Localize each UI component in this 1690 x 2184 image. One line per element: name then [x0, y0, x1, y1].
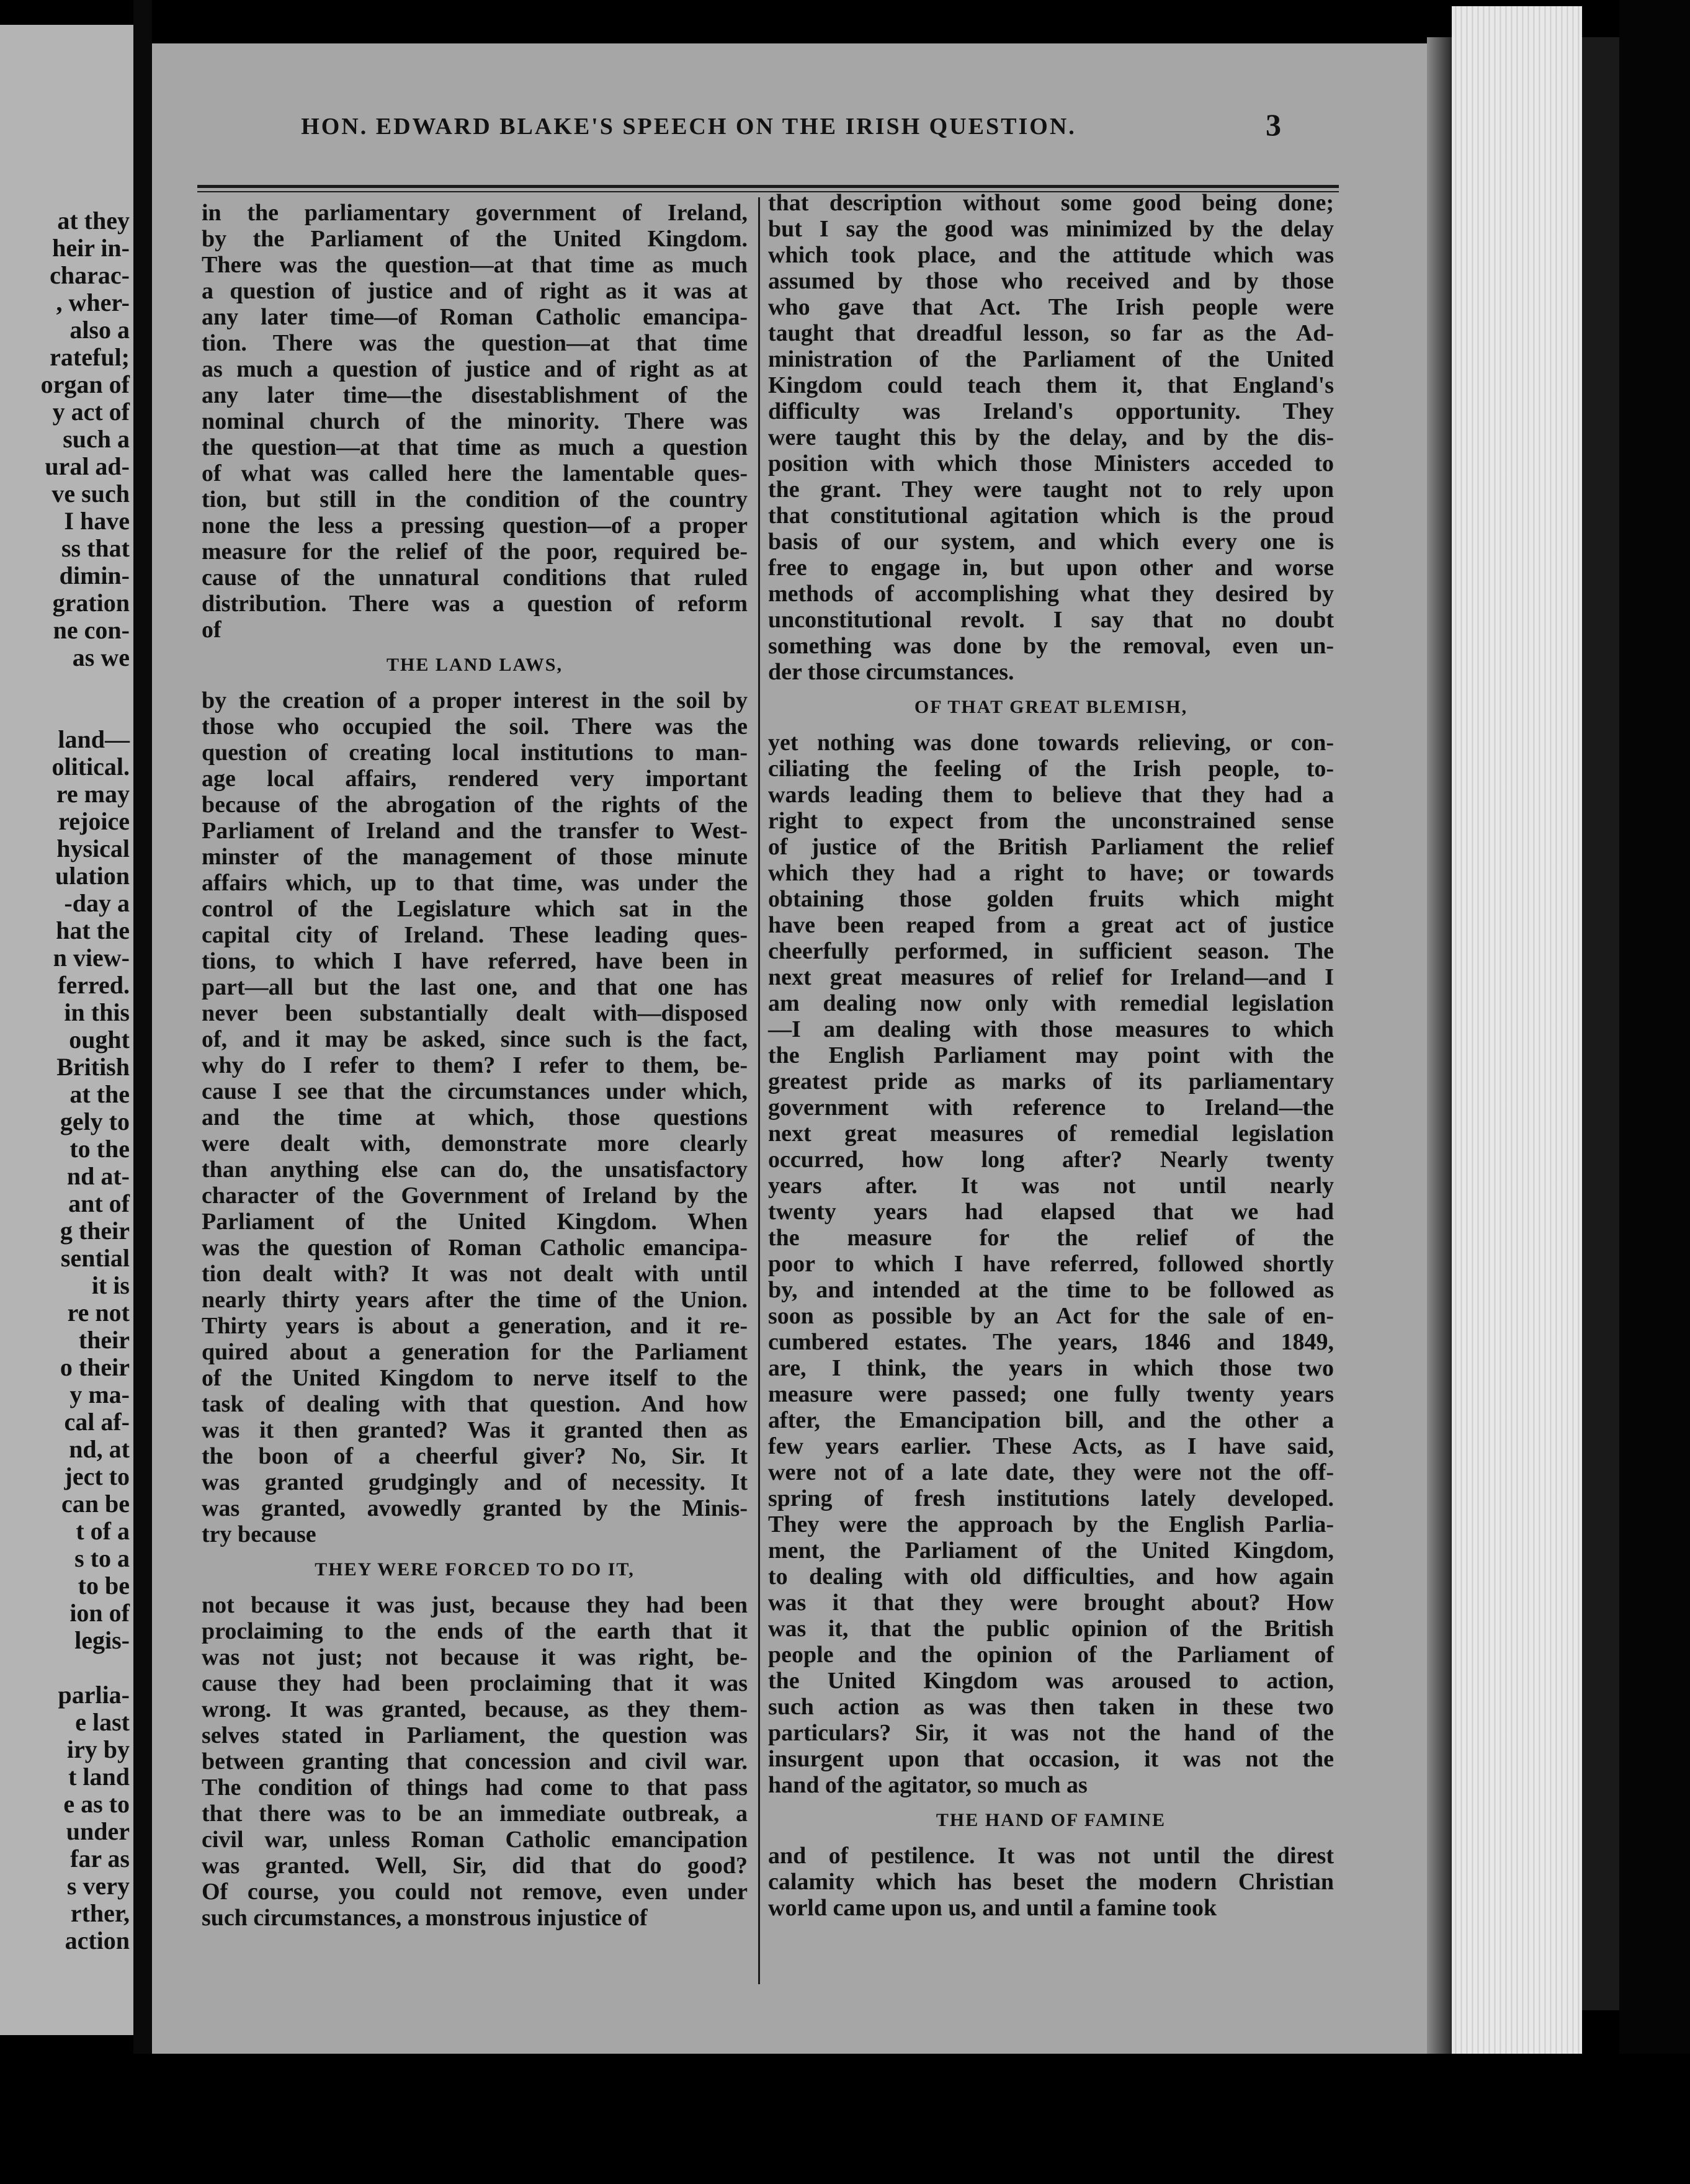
- text-line: but I say the good was minimized by the delay: [768, 216, 1334, 242]
- text-line: measure for the relief of the poor, required be-: [202, 539, 748, 565]
- text-line: Of course, you could not remove, even under: [202, 1879, 748, 1905]
- book-gutter: [133, 0, 152, 2184]
- column-divider: [758, 197, 760, 1984]
- text-line: the boon of a cheerful giver? No, Sir. It: [202, 1443, 748, 1469]
- text-line: are, I think, the years in which those two: [768, 1355, 1334, 1381]
- text-line: part—all but the last one, and that one has: [202, 974, 748, 1000]
- text-line: quired about a generation for the Parliament: [202, 1339, 748, 1365]
- text-line: such action as was then taken in these two: [768, 1694, 1334, 1720]
- facing-page-text: rther,: [70, 1899, 130, 1927]
- text-line: not because it was just, because they had been: [202, 1592, 748, 1618]
- text-line: Kingdom could teach them it, that England's: [768, 372, 1334, 398]
- facing-page-text: t of a: [76, 1517, 130, 1545]
- text-line: never been substantially dealt with—disposed: [202, 1000, 748, 1026]
- text-line: were taught this by the delay, and by the dis-: [768, 424, 1334, 450]
- page-edge-shadow: [1427, 37, 1452, 2060]
- text-line: have been reaped from a great act of justice: [768, 912, 1334, 938]
- text-line: those who occupied the soil. There was the: [202, 714, 748, 740]
- text-line: basis of our system, and which every one is: [768, 529, 1334, 555]
- facing-page-text: their: [78, 1326, 130, 1354]
- text-line: was it then granted? Was it granted then as: [202, 1417, 748, 1443]
- text-line: of justice of the British Parliament the relief: [768, 834, 1334, 860]
- text-line: and of pestilence. It was not until the direst: [768, 1843, 1334, 1869]
- text-column-right: [768, 190, 1334, 1921]
- facing-page-text: gration: [52, 589, 130, 617]
- facing-page-text: charac-: [50, 261, 130, 289]
- text-line: Parliament of Ireland and the transfer to West-: [202, 818, 748, 844]
- text-line: by, and intended at the time to be followed as: [768, 1277, 1334, 1303]
- facing-page-text: at the: [69, 1080, 130, 1108]
- facing-page-text: n view-: [53, 944, 130, 972]
- book-cover-edge: [1582, 37, 1619, 2010]
- text-line: few years earlier. These Acts, as I have said,: [768, 1433, 1334, 1459]
- facing-page-text: , wher-: [56, 289, 130, 316]
- text-line: They were the approach by the English Parlia-: [768, 1511, 1334, 1537]
- text-column-left: [202, 200, 748, 1931]
- text-line: were dealt with, demonstrate more clearly: [202, 1130, 748, 1157]
- text-line: which they had a right to have; or towards: [768, 860, 1334, 886]
- section-heading: THE HAND OF FAMINE: [936, 1810, 1166, 1830]
- text-line: age local affairs, rendered very important: [202, 766, 748, 792]
- text-line: the grant. They were taught not to rely upon: [768, 477, 1334, 503]
- text-line: the United Kingdom was aroused to action,: [768, 1668, 1334, 1694]
- facing-page-text: -day a: [64, 889, 130, 917]
- text-line: which took place, and the attitude which was: [768, 242, 1334, 268]
- facing-page-text: t land: [68, 1763, 130, 1791]
- text-line: occurred, how long after? Nearly twenty: [768, 1147, 1334, 1173]
- text-line: methods of accomplishing what they desired by: [768, 581, 1334, 607]
- text-line: There was the question—at that time as much: [202, 252, 748, 278]
- text-line: cheerfully performed, in sufficient season. The: [768, 938, 1334, 964]
- text-line: as much a question of justice and of right as at: [202, 356, 748, 382]
- text-line: was it, that the public opinion of the British: [768, 1616, 1334, 1642]
- text-line: —I am dealing with those measures to which: [768, 1016, 1334, 1042]
- text-line: measure were passed; one fully twenty years: [768, 1381, 1334, 1407]
- text-line: ciliating the feeling of the Irish people, to-: [768, 756, 1334, 782]
- facing-page-text: British: [56, 1053, 130, 1081]
- facing-page-text: organ of: [40, 370, 130, 398]
- text-line: distribution. There was a question of reform: [202, 591, 748, 617]
- facing-page-text: e as to: [63, 1790, 130, 1818]
- text-line: by the creation of a proper interest in the soil by: [202, 687, 748, 714]
- text-line: cause they had been proclaiming that it was: [202, 1670, 748, 1696]
- header-rule: [197, 185, 1339, 188]
- text-line: selves stated in Parliament, the question was: [202, 1722, 748, 1748]
- facing-page-text: cal af-: [64, 1408, 130, 1436]
- text-line: than anything else can do, the unsatisfactory: [202, 1157, 748, 1183]
- text-line: obtaining those golden fruits which might: [768, 886, 1334, 912]
- background-strip: [1619, 0, 1690, 2184]
- facing-page-text: ferred.: [58, 971, 130, 999]
- text-line: particulars? Sir, it was not the hand of the: [768, 1720, 1334, 1746]
- text-line: task of dealing with that question. And how: [202, 1391, 748, 1417]
- text-line: ministration of the Parliament of the United: [768, 346, 1334, 372]
- text-line: and the time at which, those questions: [202, 1104, 748, 1130]
- text-line: calamity which has beset the modern Christian: [768, 1869, 1334, 1895]
- text-line: insurgent upon that occasion, it was not the: [768, 1746, 1334, 1772]
- text-line: people and the opinion of the Parliament of: [768, 1642, 1334, 1668]
- text-line: der those circumstances.: [768, 659, 1014, 685]
- text-line: question of creating local institutions to man-: [202, 740, 748, 766]
- facing-page-text: far as: [70, 1845, 130, 1873]
- text-line: yet nothing was done towards relieving, or con-: [768, 730, 1334, 756]
- text-line: by the Parliament of the United Kingdom.: [202, 226, 748, 252]
- facing-page-text: land—: [58, 725, 130, 753]
- text-line: something was done by the removal, even un-: [768, 633, 1334, 659]
- text-line: was granted. Well, Sir, did that do good?: [202, 1853, 748, 1879]
- text-line: because of the abrogation of the rights of the: [202, 792, 748, 818]
- facing-page-text: such a: [63, 425, 130, 453]
- text-line: that constitutional agitation which is the proud: [768, 503, 1334, 529]
- facing-page-text: nd at-: [66, 1162, 130, 1190]
- background-bottom: [0, 2054, 1690, 2184]
- facing-page-text: ion of: [69, 1599, 130, 1627]
- text-line: unconstitutional revolt. I say that no doubt: [768, 607, 1334, 633]
- text-line: why do I refer to them? I refer to them, be-: [202, 1052, 748, 1078]
- text-line: assumed by those who received and by those: [768, 268, 1334, 294]
- text-line: difficulty was Ireland's opportunity. They: [768, 398, 1334, 424]
- text-line: civil war, unless Roman Catholic emancipation: [202, 1827, 748, 1853]
- text-line: was not just; not because it was right, be-: [202, 1644, 748, 1670]
- text-line: the measure for the relief of the: [768, 1225, 1334, 1251]
- text-line: The condition of things had come to that pass: [202, 1774, 748, 1801]
- text-line: cause of the unnatural conditions that ruled: [202, 565, 748, 591]
- facing-page-text: to the: [69, 1135, 130, 1163]
- text-line: am dealing now only with remedial legislation: [768, 990, 1334, 1016]
- text-line: the question—at that time as much a question: [202, 434, 748, 460]
- running-head: HON. EDWARD BLAKE'S SPEECH ON THE IRISH QUESTION.: [301, 114, 1076, 140]
- facing-page-text: ss that: [61, 534, 130, 562]
- text-line: try because: [202, 1521, 316, 1547]
- text-line: nominal church of the minority. There was: [202, 408, 748, 434]
- text-line: minster of the management of those minute: [202, 844, 748, 870]
- facing-page-text: e last: [75, 1708, 130, 1736]
- text-line: proclaiming to the ends of the earth that it: [202, 1618, 748, 1644]
- facing-page-fragment: [0, 25, 133, 2035]
- text-line: right to expect from the unconstrained sense: [768, 808, 1334, 834]
- text-line: next great measures of relief for Ireland—and I: [768, 964, 1334, 990]
- text-line: Parliament of the United Kingdom. When: [202, 1209, 748, 1235]
- text-line: any later time—of Roman Catholic emancipa-: [202, 304, 748, 330]
- text-line: tion dealt with? It was not dealt with until: [202, 1261, 748, 1287]
- facing-page-text: ne con-: [53, 616, 130, 644]
- text-line: greatest pride as marks of its parliamentary: [768, 1068, 1334, 1094]
- facing-page-text: ject to: [64, 1462, 130, 1490]
- text-line: that there was to be an immediate outbreak, a: [202, 1801, 748, 1827]
- text-line: of: [202, 617, 221, 643]
- text-line: of what was called here the lamentable ques-: [202, 460, 748, 486]
- facing-page-text: to be: [78, 1572, 130, 1600]
- text-line: such circumstances, a monstrous injustice of: [202, 1905, 648, 1931]
- text-line: next great measures of remedial legislation: [768, 1121, 1334, 1147]
- facing-page-text: s to a: [74, 1544, 130, 1572]
- text-line: was granted grudgingly and of necessity. It: [202, 1469, 748, 1495]
- text-line: was granted, avowedly granted by the Minis-: [202, 1495, 748, 1521]
- facing-page-text: ought: [69, 1026, 130, 1054]
- text-line: years after. It was not until nearly: [768, 1173, 1334, 1199]
- text-line: taught that dreadful lesson, so far as the Ad-: [768, 320, 1334, 346]
- facing-page-text: g their: [60, 1217, 130, 1245]
- text-line: tion, but still in the condition of the country: [202, 486, 748, 512]
- text-line: tions, to which I have referred, have been in: [202, 948, 748, 974]
- facing-page-text: heir in-: [52, 234, 130, 262]
- text-line: twenty years had elapsed that we had: [768, 1199, 1334, 1225]
- text-line: affairs which, up to that time, was under the: [202, 870, 748, 896]
- text-line: Thirty years is about a generation, and it re-: [202, 1313, 748, 1339]
- text-line: in the parliamentary government of Ireland,: [202, 200, 748, 226]
- text-line: nearly thirty years after the time of the Union.: [202, 1287, 748, 1313]
- facing-page-text: nd, at: [69, 1435, 130, 1463]
- text-line: soon as possible by an Act for the sale of en-: [768, 1303, 1334, 1329]
- text-line: free to engage in, but upon other and worse: [768, 555, 1334, 581]
- section-heading: OF THAT GREAT BLEMISH,: [914, 697, 1188, 717]
- facing-page-text: y ma-: [69, 1381, 130, 1408]
- text-line: wards leading them to believe that they had a: [768, 782, 1334, 808]
- facing-page-text: under: [66, 1817, 130, 1845]
- section-heading: THEY WERE FORCED TO DO IT,: [315, 1559, 635, 1580]
- text-line: capital city of Ireland. These leading ques-: [202, 922, 748, 948]
- text-line: tion. There was the question—at that time: [202, 330, 748, 356]
- facing-page-text: also a: [69, 316, 130, 344]
- text-line: of, and it may be asked, since such is the fact,: [202, 1026, 748, 1052]
- facing-page-text: rateful;: [50, 343, 130, 371]
- facing-page-text: iry by: [66, 1735, 130, 1763]
- text-line: spring of fresh institutions lately developed.: [768, 1485, 1334, 1511]
- facing-page-text: ulation: [55, 862, 130, 890]
- facing-page-text: action: [65, 1927, 130, 1954]
- facing-page-text: ural ad-: [45, 452, 130, 480]
- facing-page-text: rejoice: [58, 807, 130, 835]
- text-line: between granting that concession and civil war.: [202, 1748, 748, 1774]
- text-line: were not of a late date, they were not the off-: [768, 1459, 1334, 1485]
- text-line: government with reference to Ireland—the: [768, 1094, 1334, 1121]
- text-line: the English Parliament may point with the: [768, 1042, 1334, 1068]
- facing-page-text: legis-: [74, 1626, 130, 1654]
- facing-page-text: at they: [57, 207, 130, 235]
- facing-page-text: ve such: [51, 480, 130, 508]
- facing-page-text: y act of: [52, 398, 130, 426]
- text-line: cause I see that the circumstances under which,: [202, 1078, 748, 1104]
- text-line: hand of the agitator, so much as: [768, 1772, 1088, 1798]
- facing-page-text: as we: [72, 643, 130, 671]
- text-line: of the United Kingdom to nerve itself to the: [202, 1365, 748, 1391]
- facing-page-text: dimin-: [59, 562, 130, 589]
- text-line: wrong. It was granted, because, as they them-: [202, 1696, 748, 1722]
- facing-page-text: s very: [66, 1872, 130, 1900]
- text-line: to dealing with old difficulties, and how again: [768, 1564, 1334, 1590]
- text-line: character of the Government of Ireland by the: [202, 1183, 748, 1209]
- text-line: after, the Emancipation bill, and the other a: [768, 1407, 1334, 1433]
- facing-page-text: sential: [60, 1244, 130, 1272]
- facing-page-text: in this: [64, 998, 130, 1026]
- text-line: cumbered estates. The years, 1846 and 1849,: [768, 1329, 1334, 1355]
- text-line: any later time—the disestablishment of the: [202, 382, 748, 408]
- facing-page-text: hat the: [56, 916, 130, 944]
- text-line: was it that they were brought about? How: [768, 1590, 1334, 1616]
- text-line: none the less a pressing question—of a proper: [202, 512, 748, 539]
- text-line: a question of justice and of right as it was at: [202, 278, 748, 304]
- text-line: world came upon us, and until a famine took: [768, 1895, 1217, 1921]
- facing-page-text: olitical.: [51, 753, 130, 781]
- text-line: that description without some good being done;: [768, 190, 1334, 216]
- text-line: position with which those Ministers acceded to: [768, 450, 1334, 477]
- facing-page-text: ant of: [68, 1189, 130, 1217]
- section-heading: THE LAND LAWS,: [387, 655, 563, 675]
- facing-page-text: hysical: [56, 835, 130, 862]
- text-line: was the question of Roman Catholic emancipa-: [202, 1235, 748, 1261]
- text-line: ment, the Parliament of the United Kingdom,: [768, 1537, 1334, 1564]
- facing-page-text: parlia-: [58, 1681, 130, 1709]
- facing-page-text: re may: [56, 780, 130, 808]
- facing-page-text: it is: [91, 1271, 130, 1299]
- book-page-edges: [1452, 6, 1582, 2060]
- text-line: who gave that Act. The Irish people were: [768, 294, 1334, 320]
- facing-page-text: gely to: [60, 1108, 130, 1135]
- page-number: 3: [1266, 107, 1281, 142]
- facing-page-text: I have: [64, 507, 130, 535]
- facing-page-text: re not: [67, 1299, 130, 1327]
- text-line: control of the Legislature which sat in the: [202, 896, 748, 922]
- text-line: poor to which I have referred, followed shortly: [768, 1251, 1334, 1277]
- facing-page-text: o their: [60, 1353, 130, 1381]
- facing-page-text: can be: [61, 1490, 130, 1518]
